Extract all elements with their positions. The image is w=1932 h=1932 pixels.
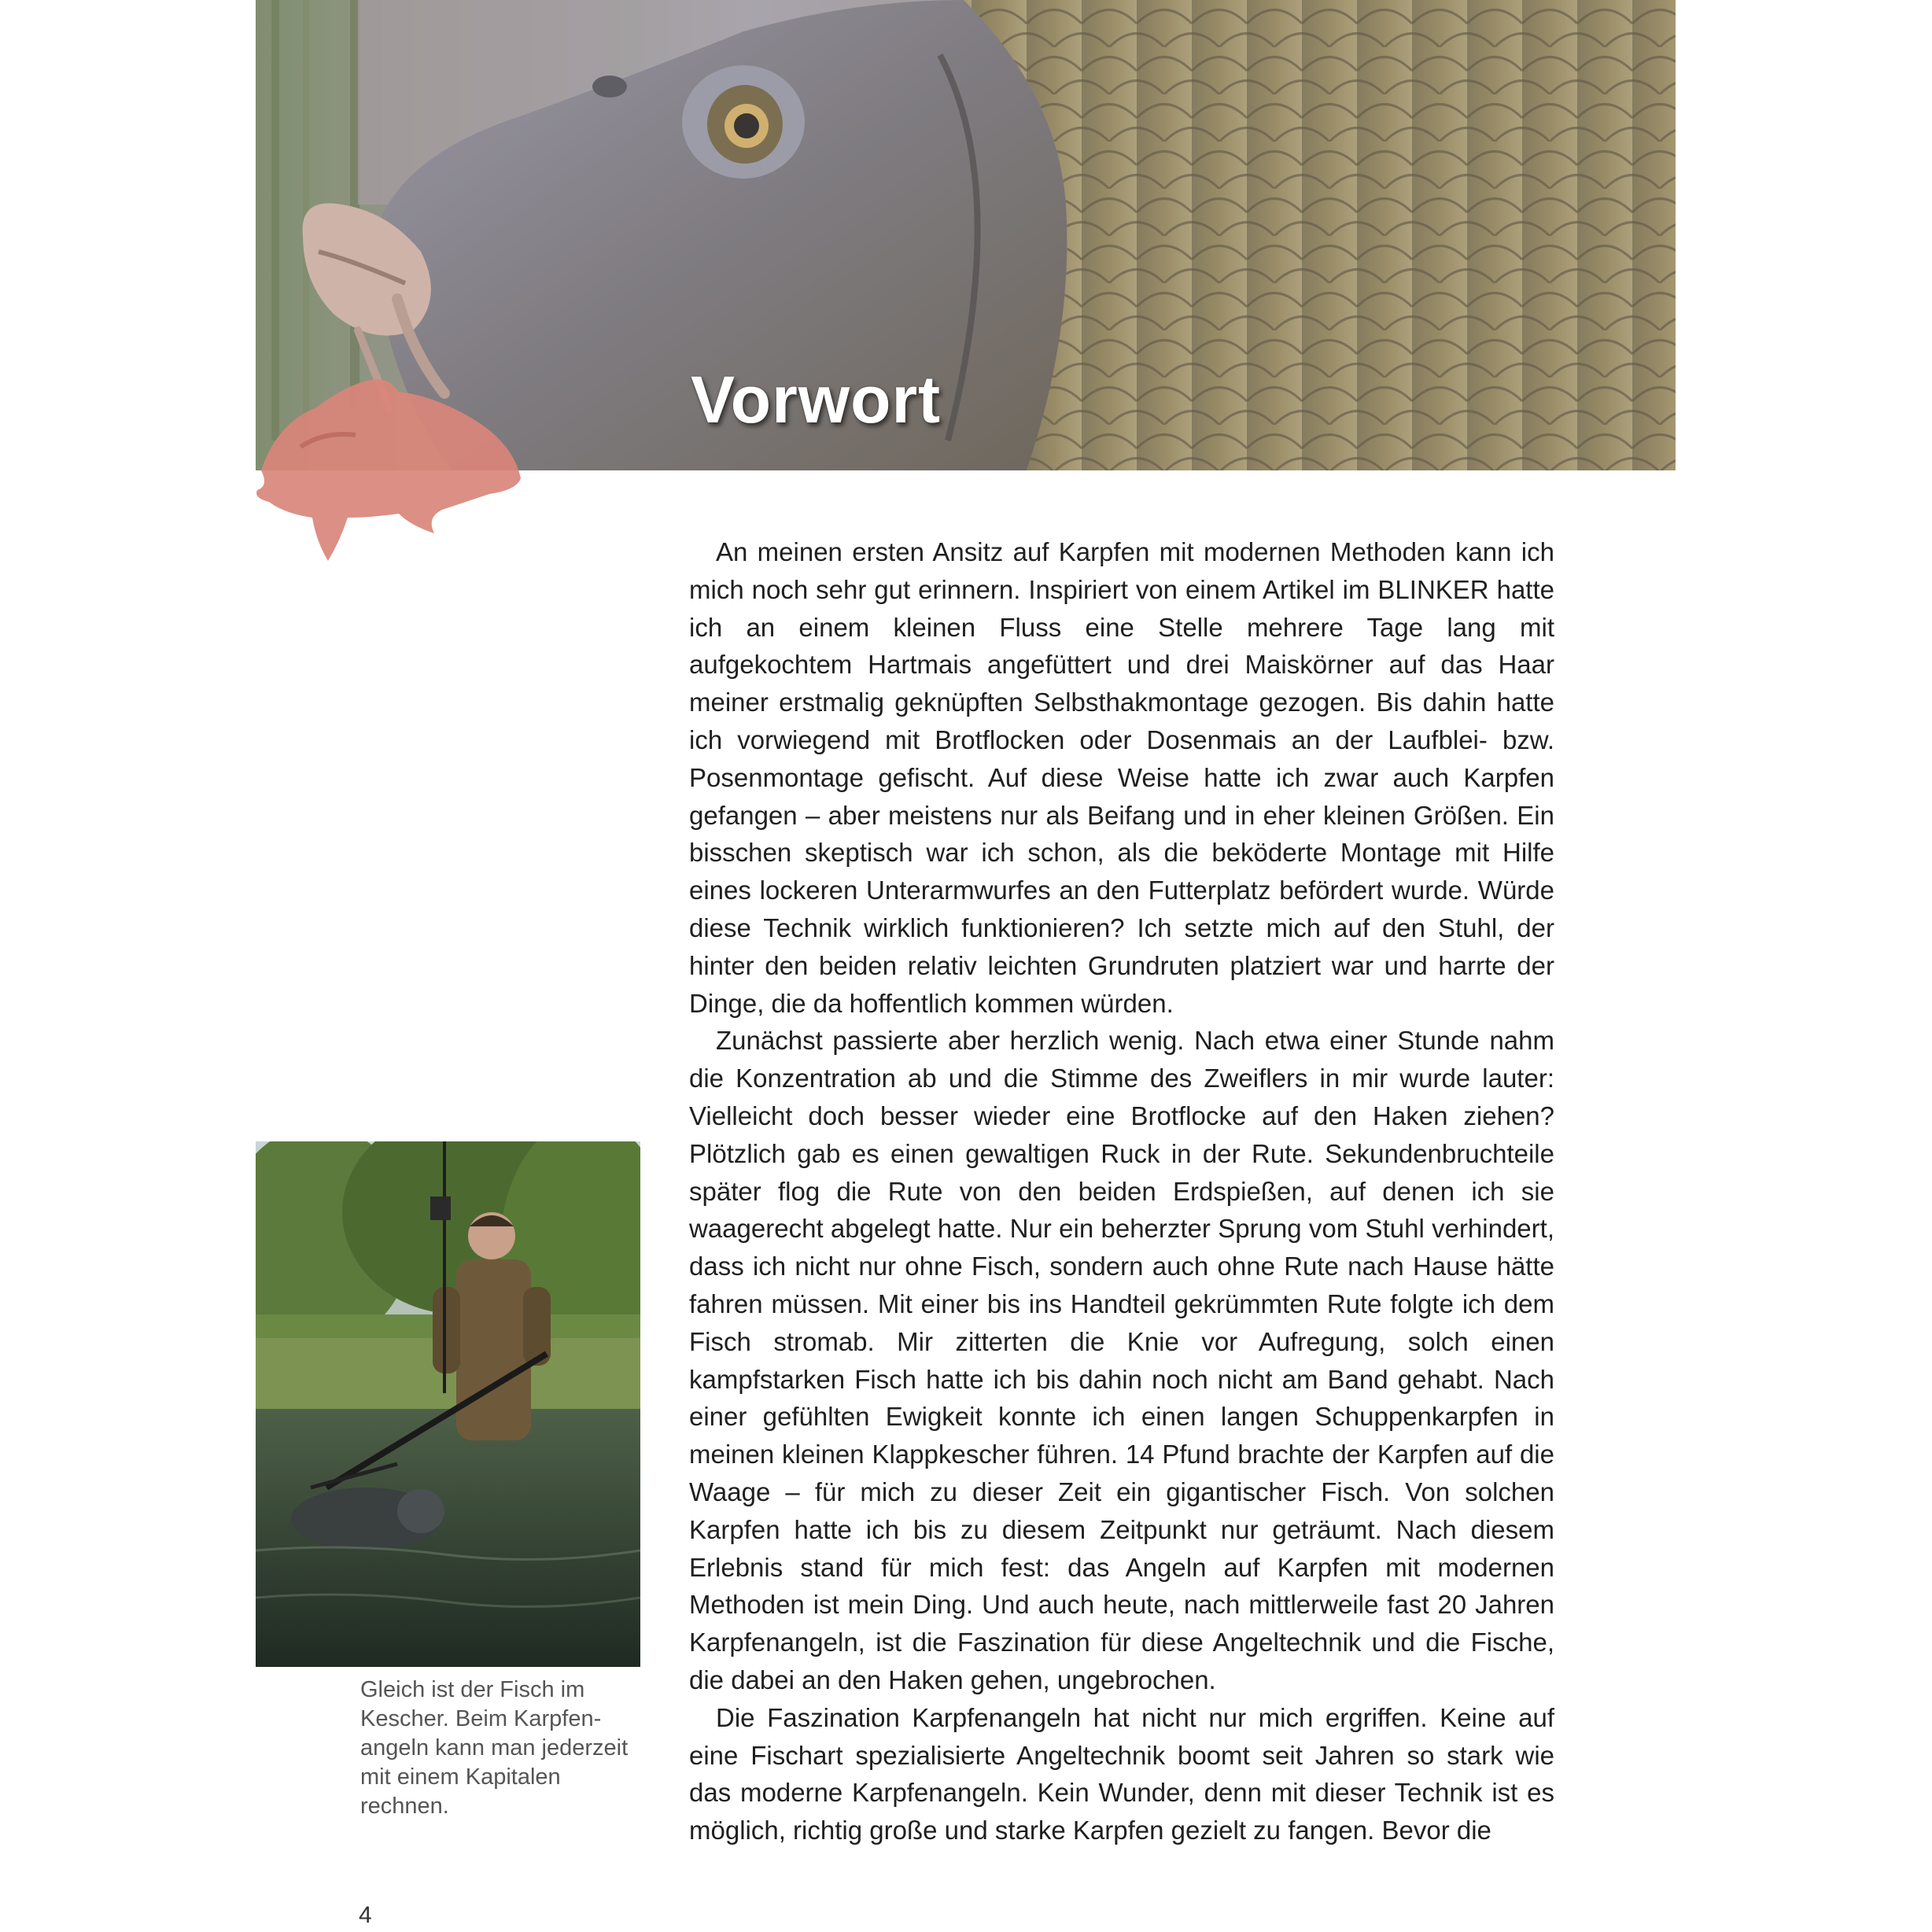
angler-with-net-illustration: [256, 1141, 640, 1667]
paragraph: An meinen ersten Ansitz auf Karpfen mit modernen Methoden kann ich mich noch sehr gut erinnern. Inspiriert von einem Artikel im BLINKER hatte ich an einem kleinen Fluss eine Stelle mehrere Tage lang mit aufgekochtem Hartmais angefüttert und drei Maiskörner auf das Haar meiner erstmalig geknüpften Selbsthakmontage gezogen. Bis dahin hatte ich vorwiegend mit Brotflocken oder Dosenmais an der Laufblei- bzw. Posenmontage gefischt. Auf diese Weise hatte ich zwar auch Karpfen gefangen – aber meistens nur als Beifang und in eher kleinen Größen. Ein bisschen skeptisch war ich schon, als die beköderte Montage mit Hilfe eines lockeren Unterarmwurfes an den Futterplatz befördert wurde. Würde diese Technik wirklich funktionieren? Ich setzte mich auf den Stuhl, der hinter den beiden relativ leichten Grundruten platziert war und harrte der Dinge, die da hoffentlich kommen würden.: [689, 537, 1554, 1018]
fish-silhouette-icon: [253, 376, 525, 565]
paragraph: Die Faszination Karpfenangeln hat nicht nur mich ergriffen. Keine auf eine Fischart spezialisierte Angeltechnik boomt seit Jahren so stark wie das moderne Karpfenangeln. Kein Wunder, denn mit dieser Technik ist es möglich, richtig große und starke Karpfen gezielt zu fangen. Bevor die: [689, 1702, 1554, 1845]
photo-caption: Gleich ist der Fisch im Kescher. Beim Karpfenangeln kann man jederzeit mit einem Kapitalen rechnen.: [360, 1677, 629, 1819]
article-body: [689, 533, 1554, 1849]
page-number: 4: [359, 1902, 372, 1928]
paragraph: Zunächst passierte aber herzlich wenig. Nach etwa einer Stunde nahm die Konzentration ab und die Stimme des Zweiflers in mir wurde lauter: Vielleicht doch besser wieder eine Brotflocke auf den Haken ziehen? Plötzlich gab es einen gewaltigen Ruck in der Rute. Sekundenbruchteile später flog die Rute von den beiden Erdspießen, auf denen ich sie waagerecht abgelegt hatte. Nur ein beherzter Sprung vom Stuhl verhindert, dass ich nicht nur ohne Fisch, sondern auch ohne Rute nach Hause hätte fahren müssen. Mit einer bis ins Handteil gekrümmten Rute folgte ich dem Fisch stromab. Mir zitterten die Knie vor Aufregung, solch einen kampfstarken Fisch hatte ich bis dahin noch nicht am Band gehabt. Nach einer gefühlten Ewigkeit konnte ich einen langen Schuppenkarpfen in meinen kleinen Klappkescher führen. 14 Pfund brachte der Karpfen auf die Waage – für mich zu dieser Zeit ein gigantischer Fisch. Von solchen Karpfen hatte ich bis zu diesem Zeitpunkt nur geträumt. Nach diesem Erlebnis stand für mich fest: das Angeln auf Karpfen mit modernen Methoden ist mein Ding. Und auch heute, nach mittlerweile fast 20 Jahren Karpfenangeln, ist die Faszination für diese Angeltechnik und die Fische, die dabei an den Haken gehen, ungebrochen.: [689, 1026, 1554, 1694]
angler-photo: [256, 1141, 640, 1667]
page-title: Vorwort: [691, 363, 942, 437]
